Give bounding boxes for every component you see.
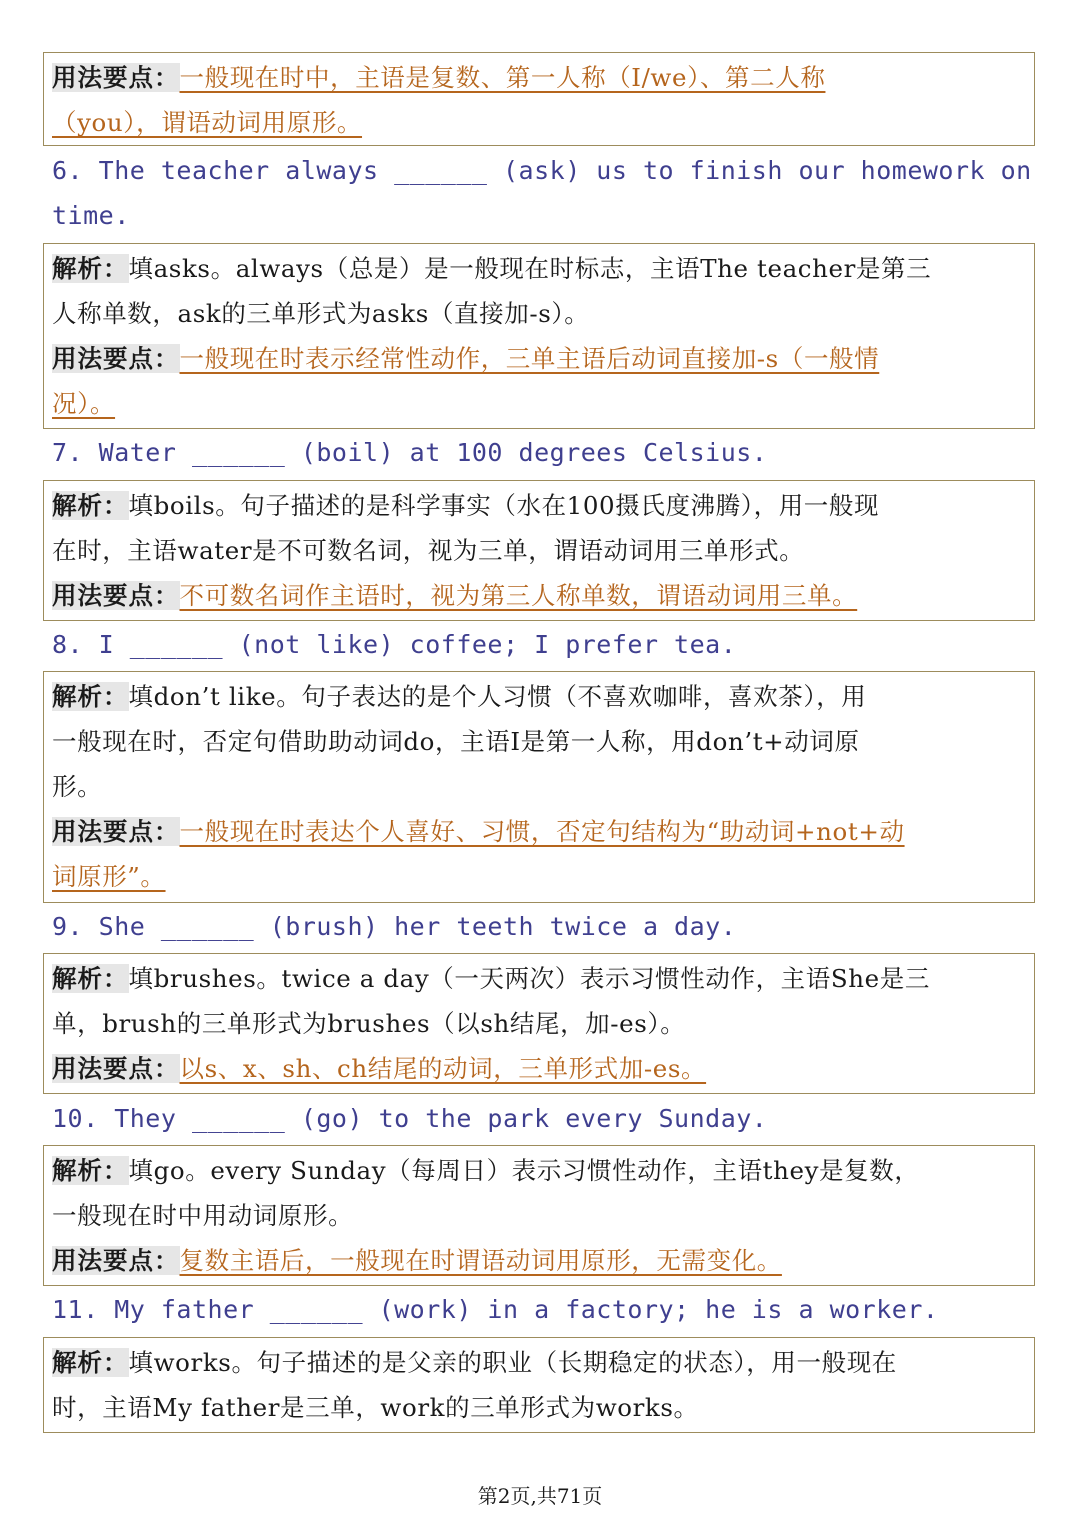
analysis-box-6 [43, 243, 1035, 429]
question-line: 9. She ______ (brush) her teeth twice a day. [52, 912, 737, 941]
analysis-text: 填don’t like。句子表达的是个人习惯（不喜欢咖啡，喜欢茶），用 [128, 682, 867, 711]
question-line: 8. I ______ (not like) coffee; I prefer tea. [52, 630, 737, 659]
analysis-label: 解析： [52, 254, 129, 283]
usage-text: 以s、x、sh、ch结尾的动词，三单形式加-es。 [179, 1054, 707, 1083]
analysis-line [52, 1340, 1026, 1385]
analysis-line [52, 764, 1026, 809]
usage-line [52, 381, 1026, 426]
question-line: 6. The teacher always ______ (ask) us to finish our homework on [52, 156, 1032, 185]
page-number: 第2页,共71页 [477, 1484, 603, 1508]
analysis-box-10 [43, 1145, 1035, 1286]
analysis-label: 解析： [52, 1348, 129, 1377]
analysis-line [52, 1385, 1026, 1430]
usage-label: 用法要点： [52, 1054, 180, 1083]
usage-box-5 [43, 52, 1035, 146]
analysis-label: 解析： [52, 491, 129, 520]
question-line: 7. Water ______ (boil) at 100 degrees Celsius. [52, 438, 768, 467]
analysis-text: 时，主语My father是三单，work的三单形式为works。 [52, 1393, 699, 1422]
usage-text: 一般现在时中，主语是复数、第一人称（I/we）、第二人称 [179, 63, 826, 92]
usage-label: 用法要点： [52, 1246, 180, 1275]
analysis-text: 填asks。always（总是）是一般现在时标志，主语The teacher是第三 [128, 254, 932, 283]
usage-label: 用法要点： [52, 63, 180, 92]
analysis-box-9 [43, 953, 1035, 1094]
analysis-line [52, 528, 1026, 573]
analysis-line [52, 1193, 1026, 1238]
usage-line [52, 809, 1026, 854]
usage-text: 一般现在时表达个人喜好、习惯，否定句结构为“助动词+not+动 [179, 817, 905, 846]
analysis-text: 填go。every Sunday（每周日）表示习惯性动作，主语they是复数， [128, 1156, 920, 1185]
usage-text: 词原形”。 [52, 862, 166, 891]
analysis-text: 填works。句子描述的是父亲的职业（长期稳定的状态），用一般现在 [128, 1348, 897, 1377]
usage-text: 一般现在时表示经常性动作，三单主语后动词直接加-s（一般情 [179, 344, 880, 373]
analysis-label: 解析： [52, 964, 129, 993]
analysis-text: 单，brush的三单形式为brushes（以sh结尾，加-es）。 [52, 1009, 686, 1038]
usage-text: 复数主语后，一般现在时谓语动词用原形，无需变化。 [179, 1246, 782, 1275]
analysis-text: 一般现在时中用动词原形。 [52, 1201, 354, 1230]
usage-line [52, 336, 1026, 381]
analysis-line [52, 291, 1026, 336]
analysis-box-11 [43, 1337, 1035, 1433]
analysis-line [52, 483, 1026, 528]
usage-text: （you），谓语动词用原形。 [52, 108, 363, 137]
question-11 [52, 1287, 938, 1332]
usage-line [52, 1238, 1026, 1283]
question-7 [52, 430, 767, 475]
analysis-line [52, 246, 1026, 291]
analysis-line [52, 1148, 1026, 1193]
analysis-box-7 [43, 480, 1035, 621]
analysis-text: 填brushes。twice a day（一天两次）表示习惯性动作，主语She是三 [128, 964, 930, 993]
usage-label: 用法要点： [52, 581, 180, 610]
usage-line [52, 573, 1026, 618]
question-line: time. [52, 201, 130, 230]
question-line: 11. My father ______ (work) in a factory; he is a worker. [52, 1295, 939, 1324]
analysis-line [52, 956, 1026, 1001]
analysis-line [52, 719, 1026, 764]
usage-line [52, 854, 1026, 899]
analysis-text: 人称单数，ask的三单形式为asks（直接加-s）。 [52, 299, 590, 328]
usage-text: 不可数名词作主语时，视为第三人称单数，谓语动词用三单。 [179, 581, 858, 610]
usage-line [52, 1046, 1026, 1091]
usage-line [52, 100, 1026, 145]
analysis-box-8 [43, 671, 1035, 903]
usage-line [52, 55, 1026, 100]
analysis-label: 解析： [52, 1156, 129, 1185]
analysis-text: 一般现在时，否定句借助助动词do，主语I是第一人称，用don’t+动词原 [52, 727, 860, 756]
analysis-label: 解析： [52, 682, 129, 711]
question-9 [52, 904, 736, 949]
question-6 [52, 148, 1032, 238]
analysis-text: 形。 [52, 772, 103, 801]
question-8 [52, 622, 736, 667]
analysis-text: 在时，主语water是不可数名词，视为三单，谓语动词用三单形式。 [52, 536, 805, 565]
question-10 [52, 1096, 767, 1141]
analysis-text: 填boils。句子描述的是科学事实（水在100摄氏度沸腾），用一般现 [128, 491, 880, 520]
question-line: 10. They ______ (go) to the park every Sunday. [52, 1104, 768, 1133]
usage-label: 用法要点： [52, 344, 180, 373]
analysis-line [52, 1001, 1026, 1046]
usage-text: 况）。 [52, 389, 116, 418]
analysis-line [52, 674, 1026, 719]
usage-label: 用法要点： [52, 817, 180, 846]
